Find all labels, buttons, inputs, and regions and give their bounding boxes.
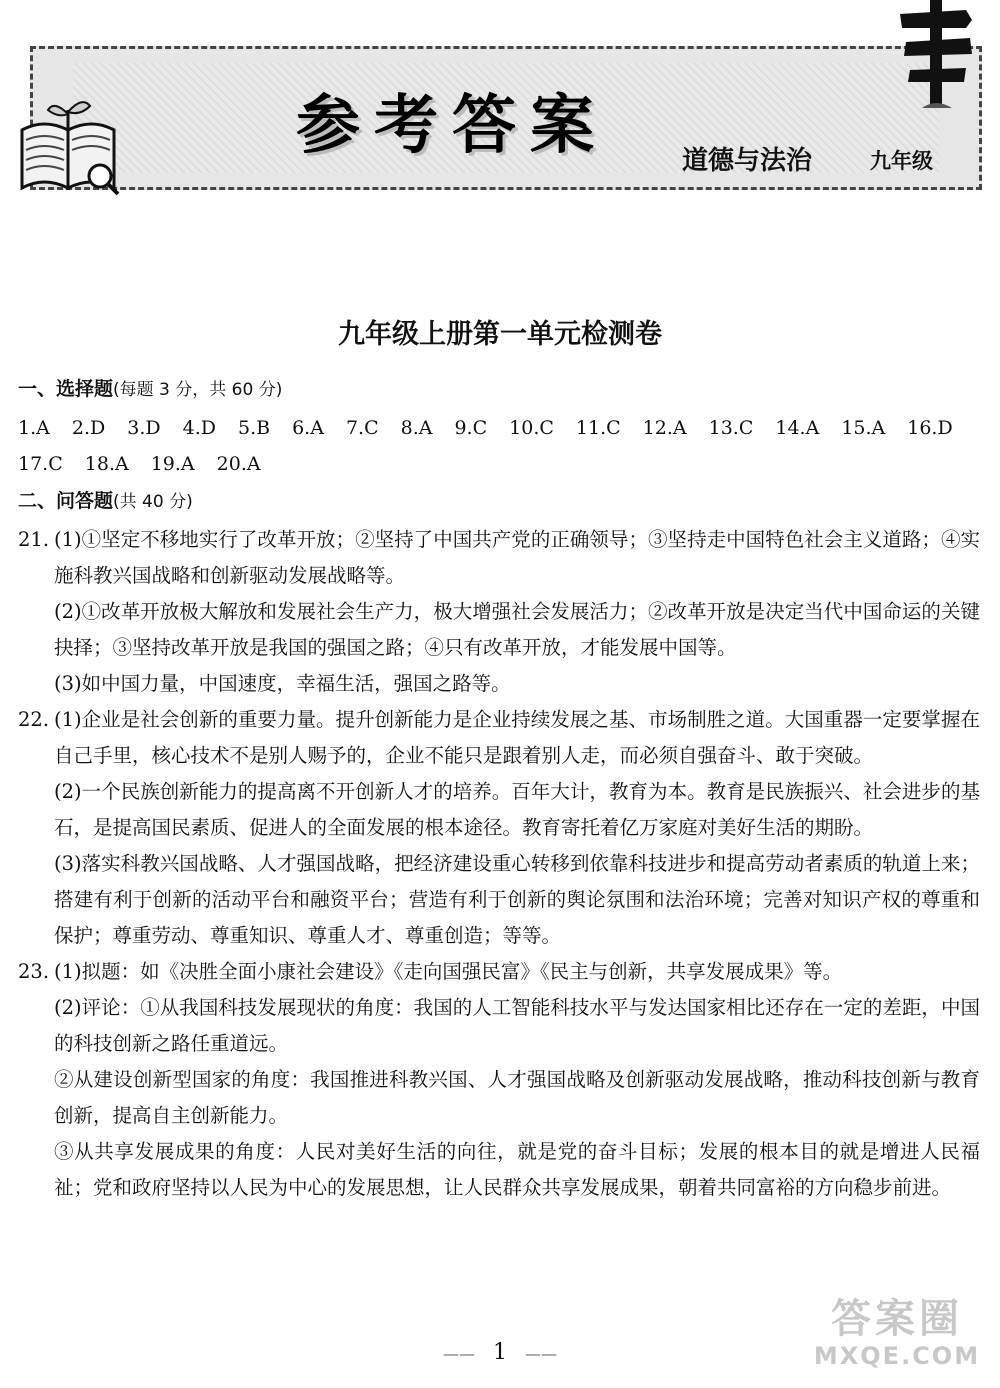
page-main-title: 参考答案	[296, 89, 608, 163]
part1-heading	[18, 372, 980, 410]
choice-answer: 9.C	[454, 417, 488, 439]
part1-heading-note: (每题 3 分，共 60 分)	[113, 380, 283, 400]
page-number-value: 1	[493, 1340, 507, 1365]
part2-heading	[18, 484, 980, 522]
question-item	[18, 954, 980, 1206]
choice-answer: 17.C	[18, 453, 63, 475]
choice-answer: 2.D	[71, 417, 106, 439]
choice-answer: 20.A	[216, 453, 261, 475]
choice-answers	[18, 410, 980, 482]
answer-paragraph: (2)一个民族创新能力的提高离不开创新人才的培养。百年大计，教育为本。教育是民族振兴、社会进步的基石，是提高国民素质、促进人的全面发展的根本途径。教育寄托着亿万家庭对美好生活的期盼。	[54, 780, 980, 839]
open-book-icon	[14, 90, 124, 200]
watermark-logo	[812, 1296, 982, 1370]
answer-paragraph: (2)①改革开放极大解放和发展社会生产力，极大增强社会发展活力；②改革开放是决定当代中国命运的关键抉择；③坚持改革开放是我国的强国之路；④只有改革开放，才能发展中国等。	[54, 600, 980, 659]
question-number: 22.	[18, 708, 50, 731]
choice-answer: 6.A	[292, 417, 324, 439]
question-list	[18, 522, 980, 1206]
answer-paragraph: (3)落实科教兴国战略、人才强国战略，把经济建设重心转移到依靠科技进步和提高劳动者素质的轨道上来；搭建有利于创新的活动平台和融资平台；营造有利于创新的舆论氛围和法治环境；完善对知识产权的尊重和保护；尊重劳动、尊重知识、尊重人才、尊重创造；等等。	[54, 852, 980, 947]
choice-answer: 8.A	[400, 417, 433, 439]
part1-heading-text: 一、选择题	[18, 378, 114, 400]
answer-paragraph: (1)拟题：如《决胜全面小康社会建设》《走向国强民富》《民主与创新，共享发展成果》等。	[54, 960, 843, 983]
choice-answer: 13.C	[708, 417, 754, 439]
question-answer-body	[54, 702, 980, 954]
answer-paragraph: (1)企业是社会创新的重要力量。提升创新能力是企业持续发展之基、市场制胜之道。大国重器一定要掌握在自己手里，核心技术不是别人赐予的，企业不能只是跟着别人走，而必须自强奋斗、敢于突破。	[54, 708, 980, 767]
question-number: 23.	[18, 960, 50, 983]
page-number: —— 1 ——	[443, 1340, 557, 1365]
question-item	[18, 702, 980, 954]
choice-answer: 14.A	[775, 417, 820, 439]
choice-answer: 11.C	[575, 417, 621, 439]
choice-answer: 15.A	[841, 417, 886, 439]
subject-label: 道德与法治	[682, 146, 813, 176]
watermark-bottom-text: MXQE.COM	[813, 1342, 981, 1370]
question-answer-body	[54, 522, 980, 702]
choice-answer: 5.B	[237, 417, 271, 439]
choice-answer: 7.C	[345, 417, 379, 439]
choice-answer: 19.A	[150, 453, 195, 475]
answer-paragraph: ③从共享发展成果的角度：人民对美好生活的向往，就是党的奋斗目标；发展的根本目的就是增进人民福祉；党和政府坚持以人民为中心的发展思想，让人民群众共享发展成果，朝着共同富裕的方向稳步前进。	[54, 1140, 980, 1199]
watermark-top-text: 答案圈	[831, 1296, 963, 1342]
choice-answer: 12.A	[642, 417, 687, 439]
choice-answer: 1.A	[18, 417, 50, 439]
question-number: 21.	[18, 528, 50, 551]
answer-paragraph: ②从建设创新型国家的角度：我国推进科教兴国、人才强国战略及创新驱动发展战略，推动科技创新与教育创新，提高自主创新能力。	[54, 1068, 980, 1127]
choice-answer: 16.D	[907, 417, 953, 439]
answer-paragraph: (2)评论：①从我国科技发展现状的角度：我国的人工智能科技水平与发达国家相比还存在一定的差距，中国的科技创新之路任重道远。	[54, 996, 980, 1055]
choice-answer: 10.C	[509, 417, 554, 439]
section-title: 九年级上册第一单元检测卷	[338, 319, 662, 350]
answer-paragraph: (3)如中国力量，中国速度，幸福生活，强国之路等。	[54, 672, 511, 695]
choice-answer: 3.D	[127, 417, 161, 439]
question-item	[18, 522, 980, 702]
answer-content	[18, 372, 980, 1206]
answer-paragraph: (1)①坚定不移地实行了改革开放；②坚持了中国共产党的正确领导；③坚持走中国特色社会主义道路；④实施科教兴国战略和创新驱动发展战略等。	[54, 528, 980, 587]
choice-answer: 18.A	[84, 453, 129, 475]
part2-heading-text: 二、问答题	[18, 490, 114, 512]
signpost-icon	[896, 0, 976, 110]
choice-answer: 4.D	[182, 417, 216, 439]
part2-heading-note: (共 40 分)	[113, 492, 193, 512]
question-answer-body	[54, 954, 980, 1206]
grade-label: 九年级	[870, 148, 933, 173]
